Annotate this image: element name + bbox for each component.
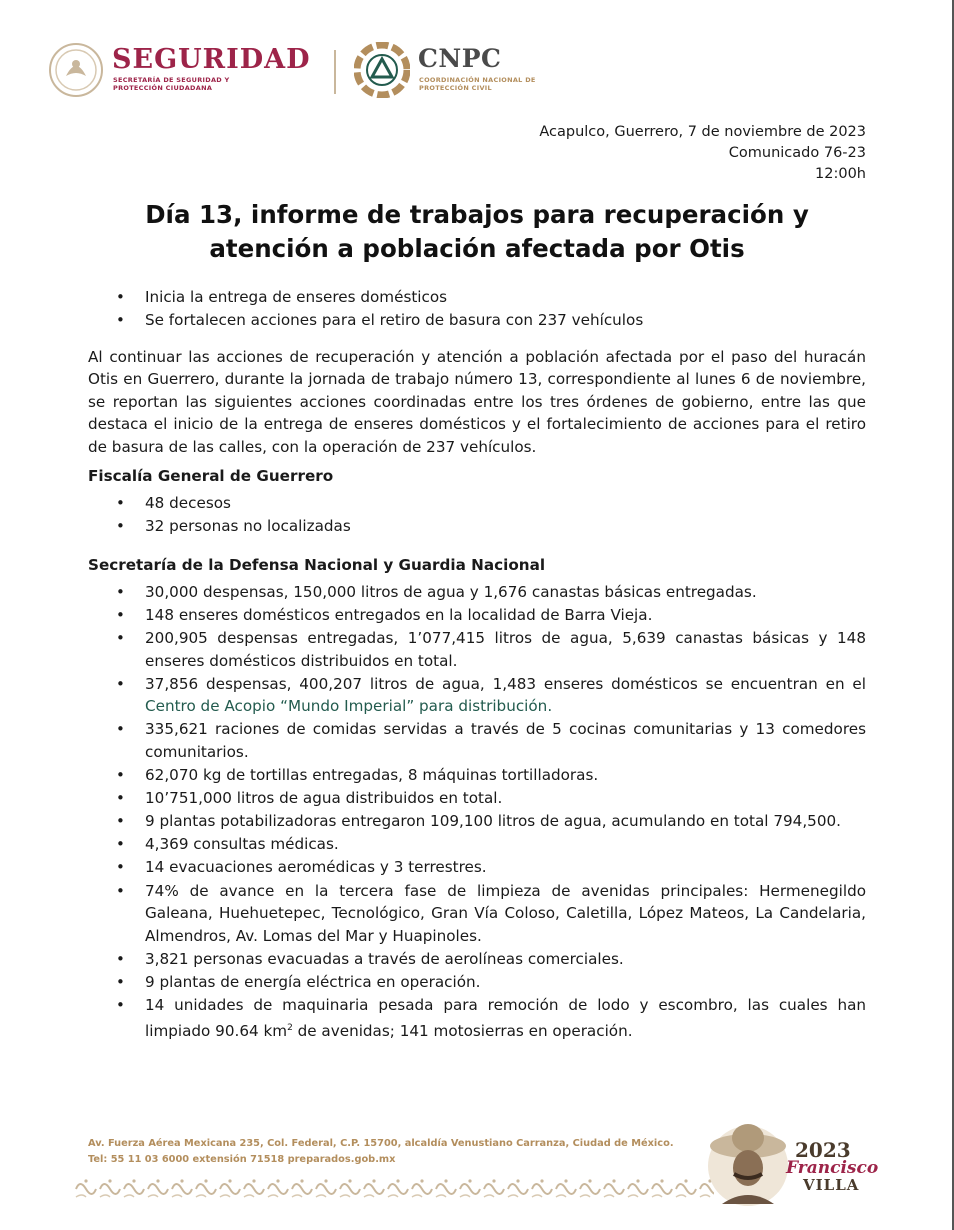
list-item: • 14 evacuaciones aeromédicas y 3 terrestres.: [88, 856, 866, 879]
cnpc-logo-icon: [354, 42, 410, 98]
section-heading-sedena: Secretaría de la Defensa Nacional y Guardia Nacional: [88, 555, 546, 574]
brand-primary-subtitle: SECRETARÍA DE SEGURIDAD Y PROTECCIÓN CIUDADANA: [113, 76, 230, 92]
brand-secondary: CNPC: [418, 44, 502, 73]
bulletin-number: Comunicado 76-23: [728, 145, 866, 161]
list-item: • 9 plantas potabilizadoras entregaron 109,100 litros de agua, acumulando en total 794,500.: [88, 810, 866, 833]
list-item: • 200,905 despensas entregadas, 1’077,415 litros de agua, 5,639 canastas básicas y 148 enseres domésticos distribuidos en total.: [88, 627, 866, 672]
list-item: • 9 plantas de energía eléctrica en operación.: [88, 971, 866, 994]
highlights-list: [88, 286, 866, 332]
list-item: • 62,070 kg de tortillas entregadas, 8 máquinas tortilladoras.: [88, 764, 866, 787]
brand-secondary-subtitle: COORDINACIÓN NACIONAL DE PROTECCIÓN CIVIL: [419, 76, 536, 92]
list-item-text: 37,856 despensas, 400,207 litros de agua, 1,483 enseres domésticos se encuentran en el: [145, 674, 866, 693]
list-item: • 4,369 consultas médicas.: [88, 833, 866, 856]
section-heading-fiscalia: Fiscalía General de Guerrero: [88, 466, 334, 485]
sedena-list: [88, 581, 866, 1042]
list-item: • 10’751,000 litros de agua distribuidos en total.: [88, 787, 866, 810]
list-item-text: 14 unidades de maquinaria pesada para remoción de lodo y escombro, las cuales han limpiado 90.64 km: [145, 996, 866, 1040]
bulletin-meta: [539, 122, 866, 185]
list-item: • 48 decesos: [88, 492, 866, 515]
intro-paragraph: Al continuar las acciones de recuperación y atención a población afectada por el paso del huracán Otis en Guerrero, durante la jornada de trabajo número 13, correspondiente al lunes 6 de noviembre, se reportan las siguientes acciones coordinadas entre los tres órdenes de gobierno, entre las que destaca el inicio de la entrega de enseres domésticos y el fortalecimiento de acciones para el retiro de basura de las calles, con la operación de 237 vehículos.: [88, 347, 866, 457]
place-date: Acapulco, Guerrero, 7 de noviembre de 2023: [539, 124, 866, 140]
list-item: • Inicia la entrega de enseres domésticos: [88, 286, 866, 309]
bulletin-time: 12:00h: [815, 166, 866, 182]
fiscalia-list: [88, 492, 866, 538]
decorative-border-pattern: [74, 1175, 714, 1203]
list-item-text: de avenidas; 141 motosierras en operación.: [292, 1021, 633, 1040]
logo-divider: [334, 50, 336, 94]
document-body: [88, 286, 866, 1043]
list-item: • Se fortalecen acciones para el retiro de basura con 237 vehículos: [88, 309, 866, 332]
collection-center-text: Centro de Acopio “Mundo Imperial” para distribución.: [145, 697, 553, 716]
list-item: • 335,621 raciones de comidas servidas a través de 5 cocinas comunitarias y 13 comedores comunitarios.: [88, 718, 866, 763]
list-item: • 30,000 despensas, 150,000 litros de agua y 1,676 canastas básicas entregadas.: [88, 581, 866, 604]
footer-address: Av. Fuerza Aérea Mexicana 235, Col. Federal, C.P. 15700, alcaldía Venustiano Carranza, Ciudad de México.: [88, 1138, 674, 1149]
footer-phone-web: Tel: 55 11 03 6000 extensión 71518 preparados.gob.mx: [88, 1154, 396, 1165]
national-seal-icon: [48, 42, 104, 98]
footer-contact: [88, 1136, 674, 1168]
list-item: [88, 673, 866, 718]
emblem-name: Francisco: [786, 1158, 879, 1178]
brand-primary: SEGURIDAD: [112, 44, 311, 75]
page-title: Día 13, informe de trabajos para recuperación y atención a población afectada por Otis: [145, 200, 809, 263]
list-item: [88, 994, 866, 1042]
letterhead: [48, 40, 548, 100]
list-item: • 74% de avance en la tercera fase de limpieza de avenidas principales: Hermenegildo Galeana, Huehuetepec, Tecnológico, Gran Vía Coloso, Caletilla, López Mateos, La Candelaria, Almendros, Av. Lomas del Mar y Huapinoles.: [88, 880, 866, 948]
emblem-year: 2023: [795, 1138, 851, 1162]
list-item: • 148 enseres domésticos entregados en la localidad de Barra Vieja.: [88, 604, 866, 627]
list-item: • 3,821 personas evacuadas a través de aerolíneas comerciales.: [88, 948, 866, 971]
superscript: 2: [287, 1022, 293, 1033]
list-item: • 32 personas no localizadas: [88, 515, 866, 538]
emblem-surname: VILLA: [803, 1176, 860, 1194]
